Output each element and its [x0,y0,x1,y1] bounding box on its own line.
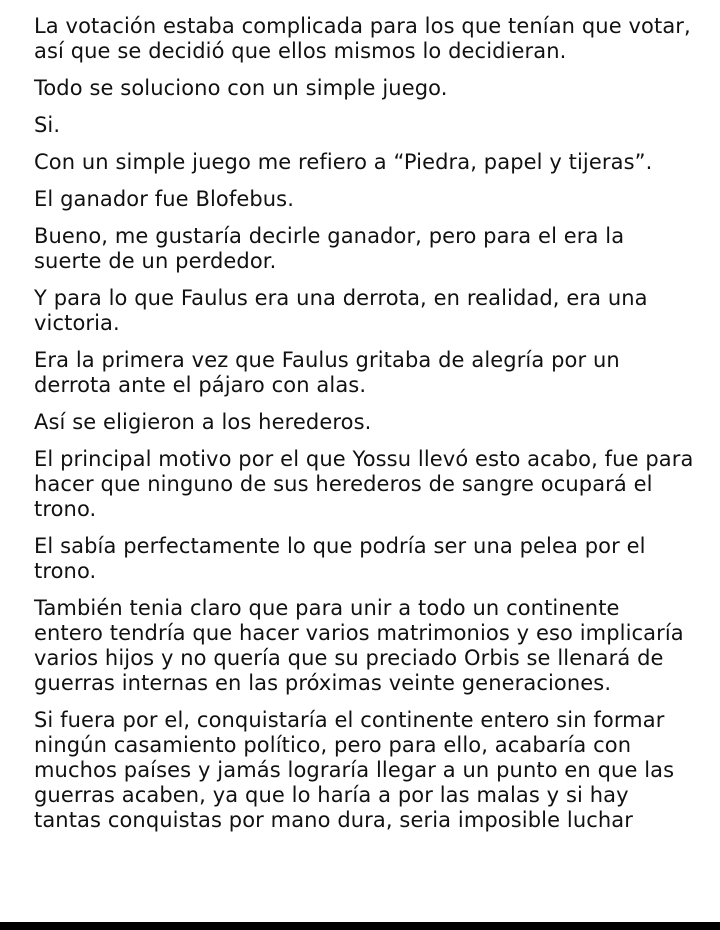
paragraph: Era la primera vez que Faulus gritaba de alegría por un derrota ante el pájaro con alas. [34,348,620,397]
paragraph: El ganador fue Blofebus. [34,187,294,211]
paragraph: El sabía perfectamente lo que podría ser una pelea por el trono. [34,534,646,583]
paragraph: Con un simple juego me refiero a “Piedra, papel y tijeras”. [34,150,653,174]
paragraph: También tenia claro que para unir a todo un continente entero tendría que hacer varios matrimonios y eso implicaría varios hijos y no quería que su preciado Orbis se llenará de guerras internas en las próximas veinte generaciones. [34,596,684,695]
bottom-border [0,922,720,930]
document-body [34,14,694,845]
paragraph: Si. [34,113,61,137]
paragraph: Así se eligieron a los herederos. [34,410,372,434]
paragraph: Y para lo que Faulus era una derrota, en realidad, era una victoria. [34,286,648,335]
paragraph: El principal motivo por el que Yossu llevó esto acabo, fue para hacer que ninguno de sus herederos de sangre ocupará el trono. [34,447,694,521]
paragraph: Bueno, me gustaría decirle ganador, pero para el era la suerte de un perdedor. [34,224,625,273]
paragraph: Si fuera por el, conquistaría el continente entero sin formar ningún casamiento político, pero para ello, acabaría con muchos países y jamás lograría llegar a un punto en que las guerras acaben, ya que lo haría a por las malas y si hay tantas conquistas por mano dura, seria imposible luchar [34,708,675,832]
paragraph: Todo se soluciono con un simple juego. [34,76,448,100]
paragraph: La votación estaba complicada para los que tenían que votar, así que se decidió que ellos mismos lo decidieran. [34,14,691,63]
